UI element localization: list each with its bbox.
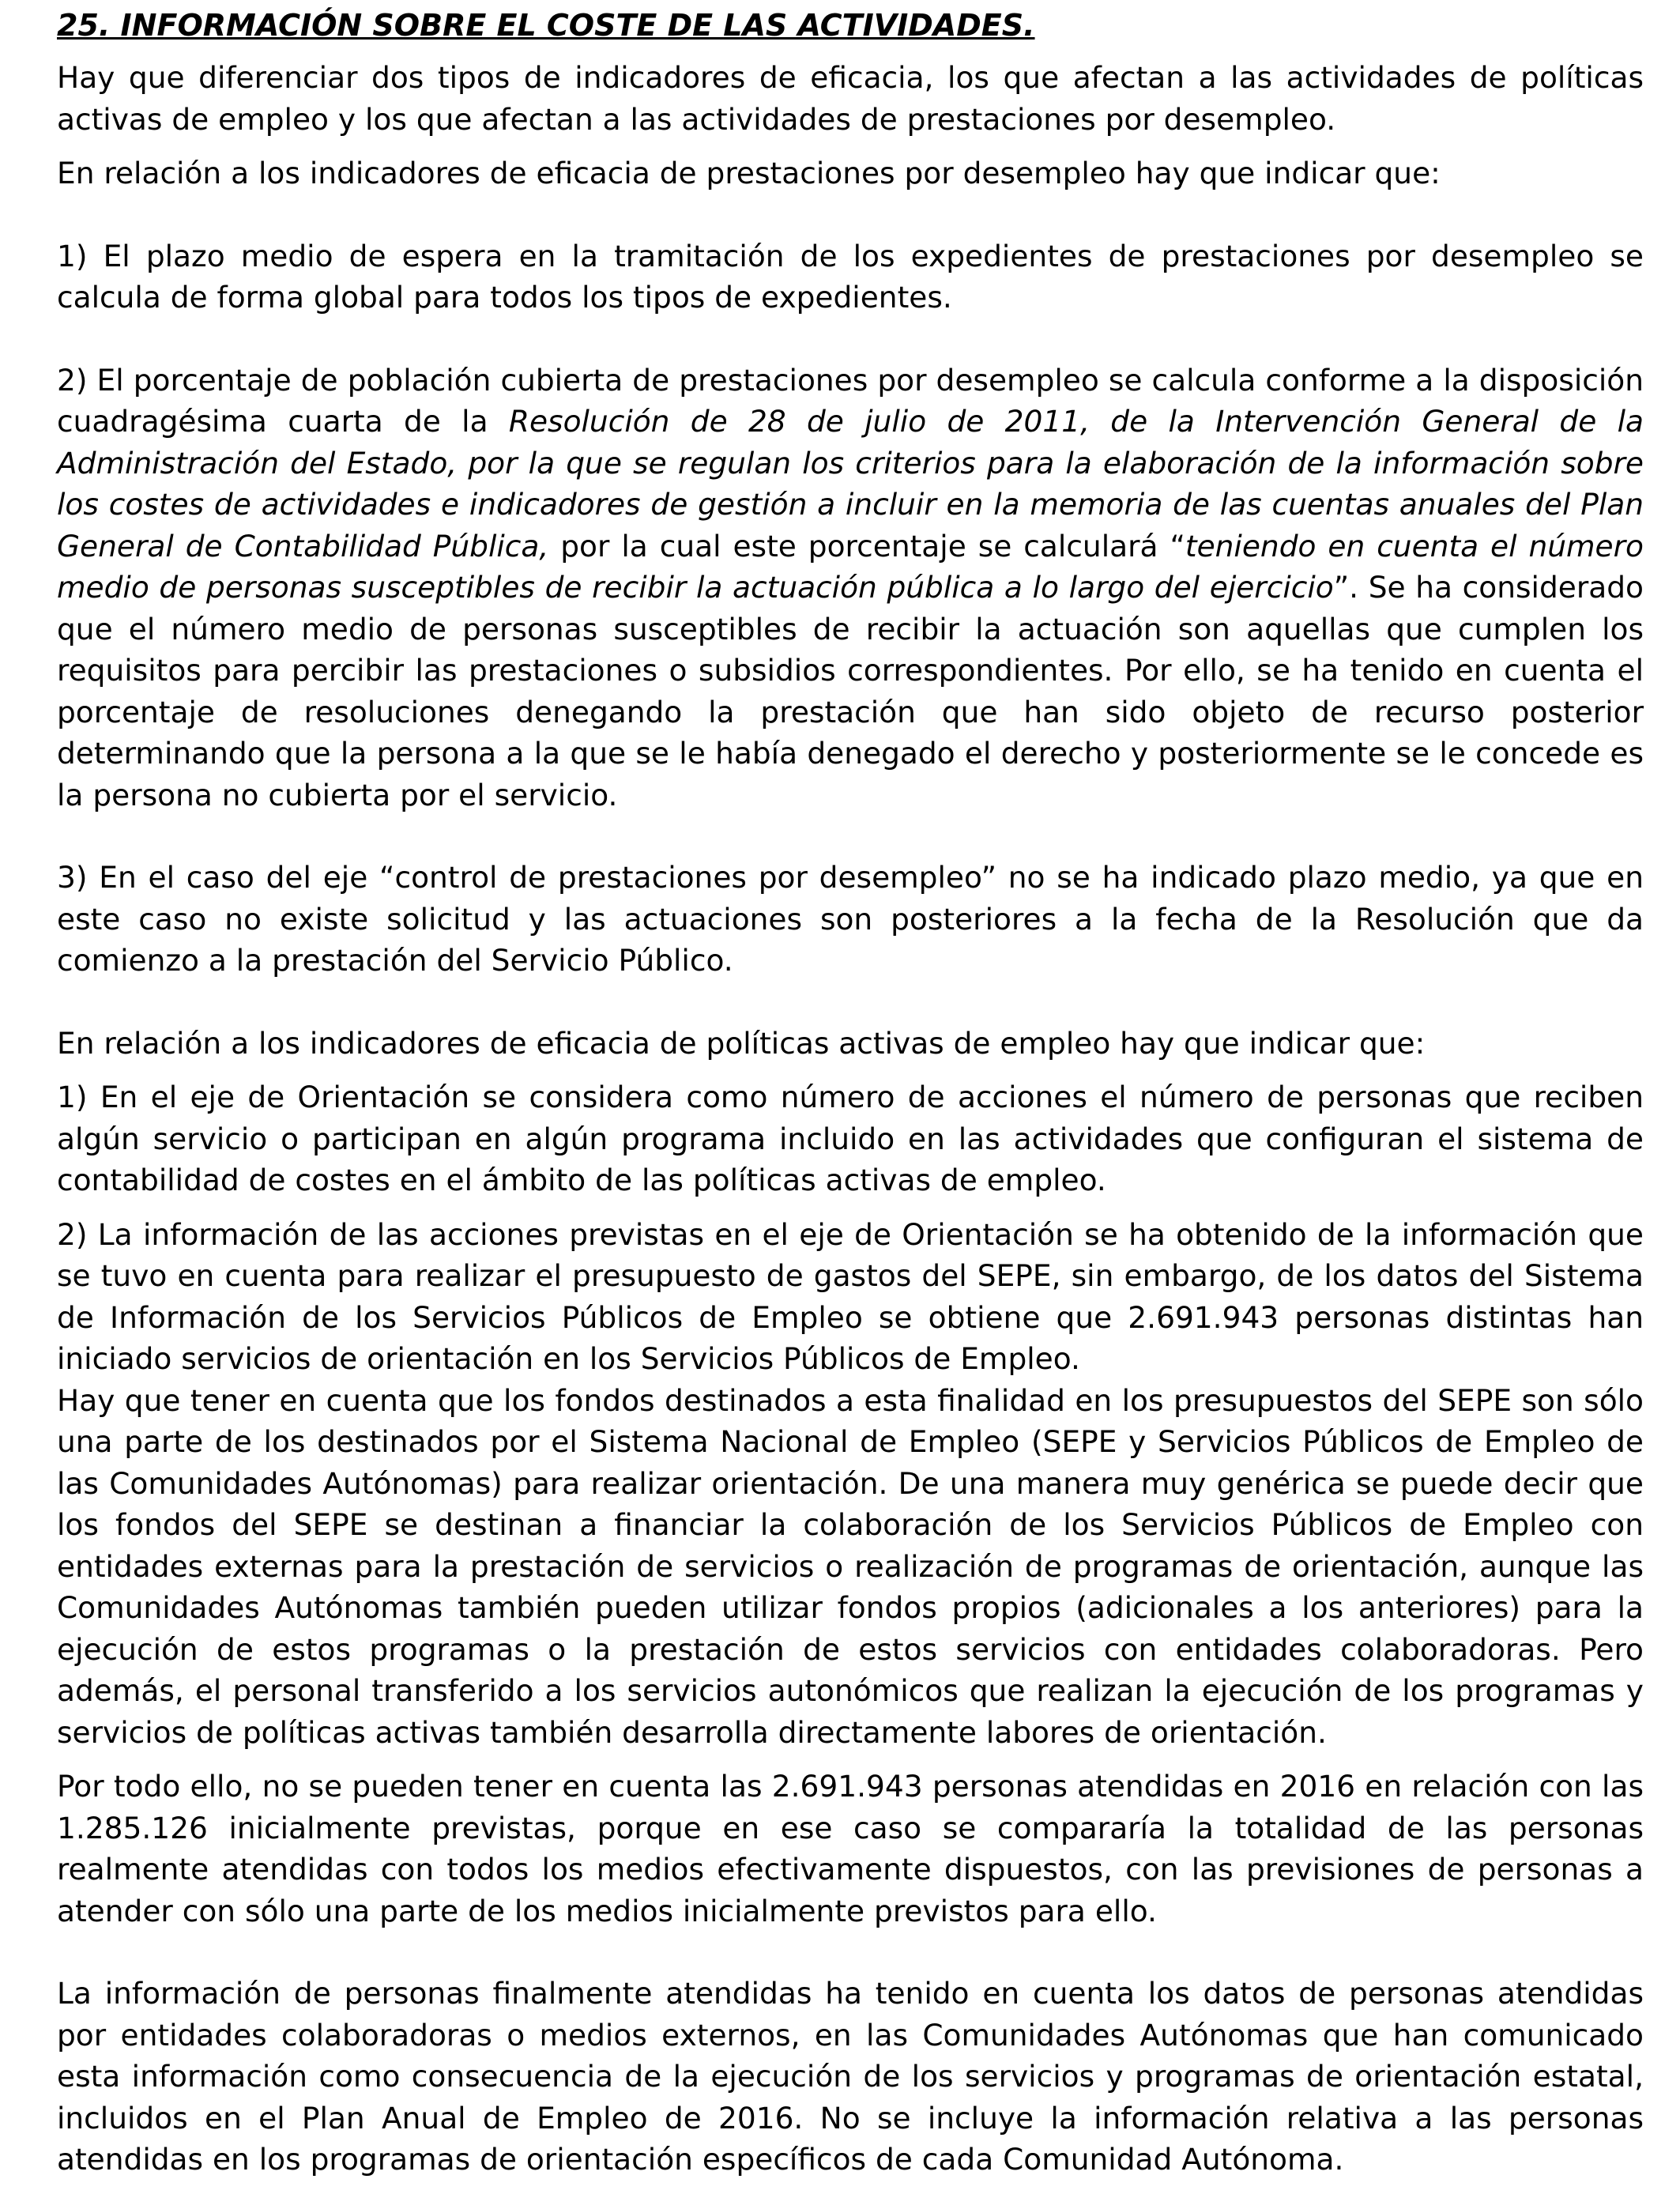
paragraph-politicas-intro: En relación a los indicadores de eficacia de políticas activas de empleo hay que indicar que: [57,1025,1426,1061]
paragraph-fondos: Hay que tener en cuenta que los fondos destinados a esta finalidad en los presupuestos del SEPE son sólo una parte de los destinados por el Sistema Nacional de Empleo (SEPE y Servicios Públicos de Empleo de las Comunidades Autónomas) para realizar orientación. De una manera muy genérica se puede decir que los fondos del SEPE se destinan a financiar la colaboración de los Servicios Públicos de Empleo con entidades externas para la prestación de servicios o realización de programas de orientación, aunque las Comunidades Autónomas también pueden utilizar fondos propios (adicionales a los anteriores) para la ejecución de estos programas o la prestación de estos servicios con entidades colaboradoras. Pero además, el personal transferido a los servicios autonómicos que realizan la ejecución de los programas y servicios de políticas activas también desarrolla directamente labores de orientación. [57,1382,1644,1750]
paragraph-conclusion: Por todo ello, no se pueden tener en cuenta las 2.691.943 personas atendidas en 2016 en relación con las 1.285.126 inicialmente previstas, porque en ese caso se compararía la totalidad de las personas realmente atendidas con todos los medios efectivamente dispuestos, con las previsiones de personas a atender con sólo una parte de los medios inicialmente previstos para ello. [57,1769,1644,1928]
document-page [57,5,1644,2181]
paragraph-prestaciones-point-2 [57,360,1644,816]
paragraph-prestaciones-point-3: 3) En el caso del eje “control de prestaciones por desempleo” no se ha indicado plazo medio, ya que en este caso no existe solicitud y las actuaciones son posteriores a la fecha de la Resolución que da comienzo a la prestación del Servicio Público. [57,860,1644,978]
paragraph-politicas-point-2: 2) La información de las acciones previstas en el eje de Orientación se ha obtenido de la información que se tuvo en cuenta para realizar el presupuesto de gastos del SEPE, sin embargo, de los datos del Sistema de Información de los Servicios Públicos de Empleo se obtiene que 2.691.943 personas distintas han iniciado servicios de orientación en los Servicios Públicos de Empleo. [57,1216,1644,1376]
paragraph-prestaciones-intro: En relación a los indicadores de eficacia de prestaciones por desempleo hay que indicar que: [57,156,1441,190]
resolution-citation: Resolución de 28 de julio de 2011, de la Intervención General de la Administración del Estado, por la que se regulan los criterios para la elaboración de la información sobre los costes de actividades e indicadores de gestión a incluir en la memoria de las cuentas anuales del Plan General de Contabilidad Pública, [57,404,1644,564]
quoted-criterion: teniendo en cuenta el número medio de personas susceptibles de recibir la actuación pública a lo largo del ejercicio [57,528,1644,605]
point-2-text-e: ”. Se ha considerado que el número medio de personas susceptibles de recibir la actuación son aquellas que cumplen los requisitos para percibir las prestaciones o subsidios correspondientes. Por ello, se ha tenido en cuenta el porcentaje de resoluciones denegando la prestación que han sido objeto de recurso posterior determinando que la persona a la que se le había denegado el derecho y posteriormente se le concede es la persona no cubierta por el servicio. [57,570,1644,812]
paragraph-prestaciones-point-1: 1) El plazo medio de espera en la tramitación de los expedientes de prestaciones por desempleo se calcula de forma global para todos los tipos de expedientes. [57,238,1644,315]
section-heading: 25. INFORMACIÓN SOBRE EL COSTE DE LAS ACTIVIDADES. [57,8,1035,43]
point-2-text-a: 2) El porcentaje de población cubierta de prestaciones por desempleo se calcula conforme a la disposición cuadragésima cuarta de la [57,362,1644,439]
paragraph-personas-atendidas: La información de personas finalmente atendidas ha tenido en cuenta los datos de personas atendidas por entidades colaboradoras o medios externos, en las Comunidades Autónomas que han comunicado esta información como consecuencia de la ejecución de los servicios y programas de orientación estatal, incluidos en el Plan Anual de Empleo de 2016. No se incluye la información relativa a las personas atendidas en los programas de orientación específicos de cada Comunidad Autónoma. [57,1976,1644,2177]
point-2-text-c: por la cual este porcentaje se calculará “ [548,528,1185,564]
paragraph-politicas-point-1: 1) En el eje de Orientación se considera como número de acciones el número de personas que reciben algún servicio o participan en algún programa incluido en las actividades que configuran el sistema de contabilidad de costes en el ámbito de las políticas activas de empleo. [57,1080,1644,1197]
paragraph-intro: Hay que diferenciar dos tipos de indicadores de eficacia, los que afectan a las actividades de políticas activas de empleo y los que afectan a las actividades de prestaciones por desempleo. [57,60,1644,137]
